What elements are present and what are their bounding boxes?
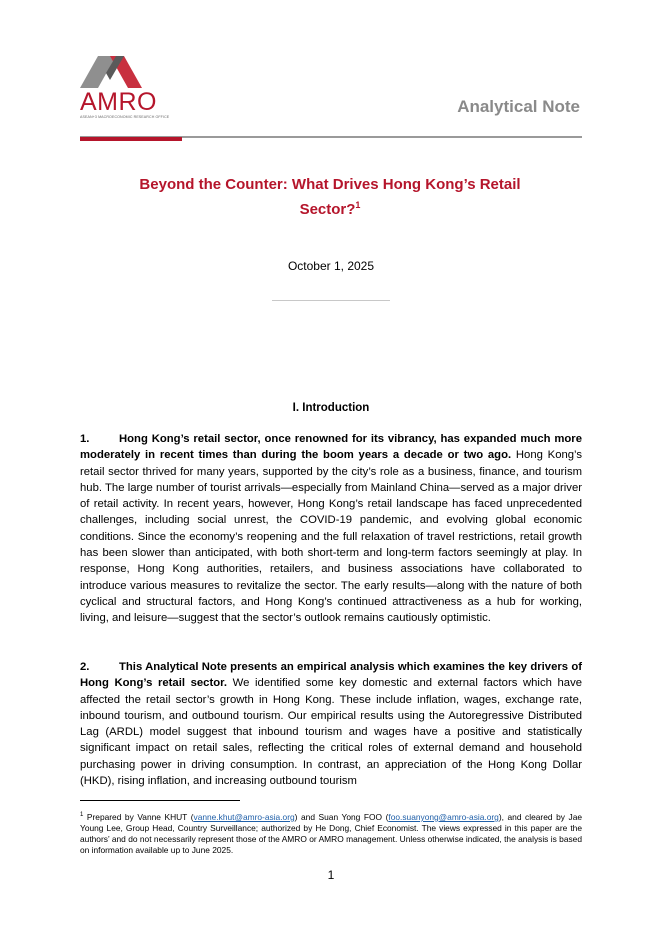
email-link-foo[interactable]: foo.suanyong@amro-asia.org [388, 811, 499, 822]
paragraph-body: Hong Kong’s retail sector thrived for many years, supported by the city’s role as a business, finance, and tourism hub. The large number of tourist arrivals—especially from Mainland China—served as a major driver of retail activity. In recent years, however, Hong Kong’s retail landscape has faced unprecedented challenges, including social unrest, the COVID-19 pandemic, and evolving global economic conditions. Since the economy’s reopening and the full relaxation of travel restrictions, retail growth has been slower than anticipated, with both short-term and long-term factors seemingly at play. In response, Hong Kong authorities, retailers, and business associations have collaborated to introduce various measures to revitalize the sector. The early results—along with the nature of both cyclical and structural factors, and Hong Kong’s continued attractiveness as a hub for working, living, and leisure—suggest that the sector’s outlook remains cautiously optimistic. [80, 449, 583, 625]
amro-logo-mark [80, 56, 156, 88]
document-title [130, 175, 530, 220]
date-divider [272, 300, 390, 301]
footnote [80, 810, 582, 856]
document-date: October 1, 2025 [287, 259, 375, 273]
paragraph-2 [80, 659, 582, 789]
logo-wordmark: AMRO [80, 88, 157, 116]
paragraph-number: 2. [80, 661, 90, 673]
paragraph-number: 1. [80, 433, 90, 445]
paragraph-lead: This Analytical Note presents an empirical analysis which examines the key drivers of Hong Kong’s retail sector. [80, 661, 582, 690]
amro-logo [80, 56, 176, 119]
footnote-divider [80, 800, 240, 801]
paragraph-body: We identified some key domestic and external factors which have affected the retail sector’s growth in Hong Kong. These include inflation, wages, exchange rate, inbound tourism, and outbound tourism. Our empirical results using the Autoregressive Distributed Lag (ARDL) model suggest that inbound tourism and wages have a positive and statistically significant impact on retail sales, reflecting the critical roles of external demand and household purchasing power in driving consumption. In contrast, an appreciation of the Hong Kong Dollar (HKD), rising inflation, and increasing outbound tourism [80, 677, 582, 788]
page-number: 1 [327, 868, 335, 882]
logo-subtitle: ASEAN+3 MACROECONOMIC RESEARCH OFFICE [80, 115, 170, 119]
paragraph-1 [80, 431, 582, 627]
header-accent-bar [80, 137, 182, 141]
document-type: Analytical Note [457, 97, 580, 116]
paragraph-lead: Hong Kong’s retail sector, once renowned for its vibrancy, has expanded much more moderately in recent times than during the boom years a decade or two ago. [80, 433, 582, 462]
title-text: Beyond the Counter: What Drives Hong Kong’s Retail Sector? [139, 176, 521, 218]
title-footnote-marker[interactable]: 1 [355, 200, 361, 210]
email-link-khut[interactable]: vanne.khut@amro-asia.org [193, 811, 295, 822]
footnote-text: Prepared by Vanne KHUT ( [83, 811, 194, 822]
footnote-text: ) and Suan Yong FOO ( [294, 811, 389, 822]
footnote-marker: 1 [80, 812, 84, 818]
footnote-text: ), and cleared by Jae Young Lee, Group Head, Country Surveillance; authorized by He Dong, Chief Economist. The views expressed in this paper are the authors’ and do not necessarily represent those of the AMRO or AMRO management. Unless otherwise indicated, the analysis is based on information available up to June 2025. [80, 811, 583, 855]
section-heading: I. Introduction [292, 402, 370, 414]
